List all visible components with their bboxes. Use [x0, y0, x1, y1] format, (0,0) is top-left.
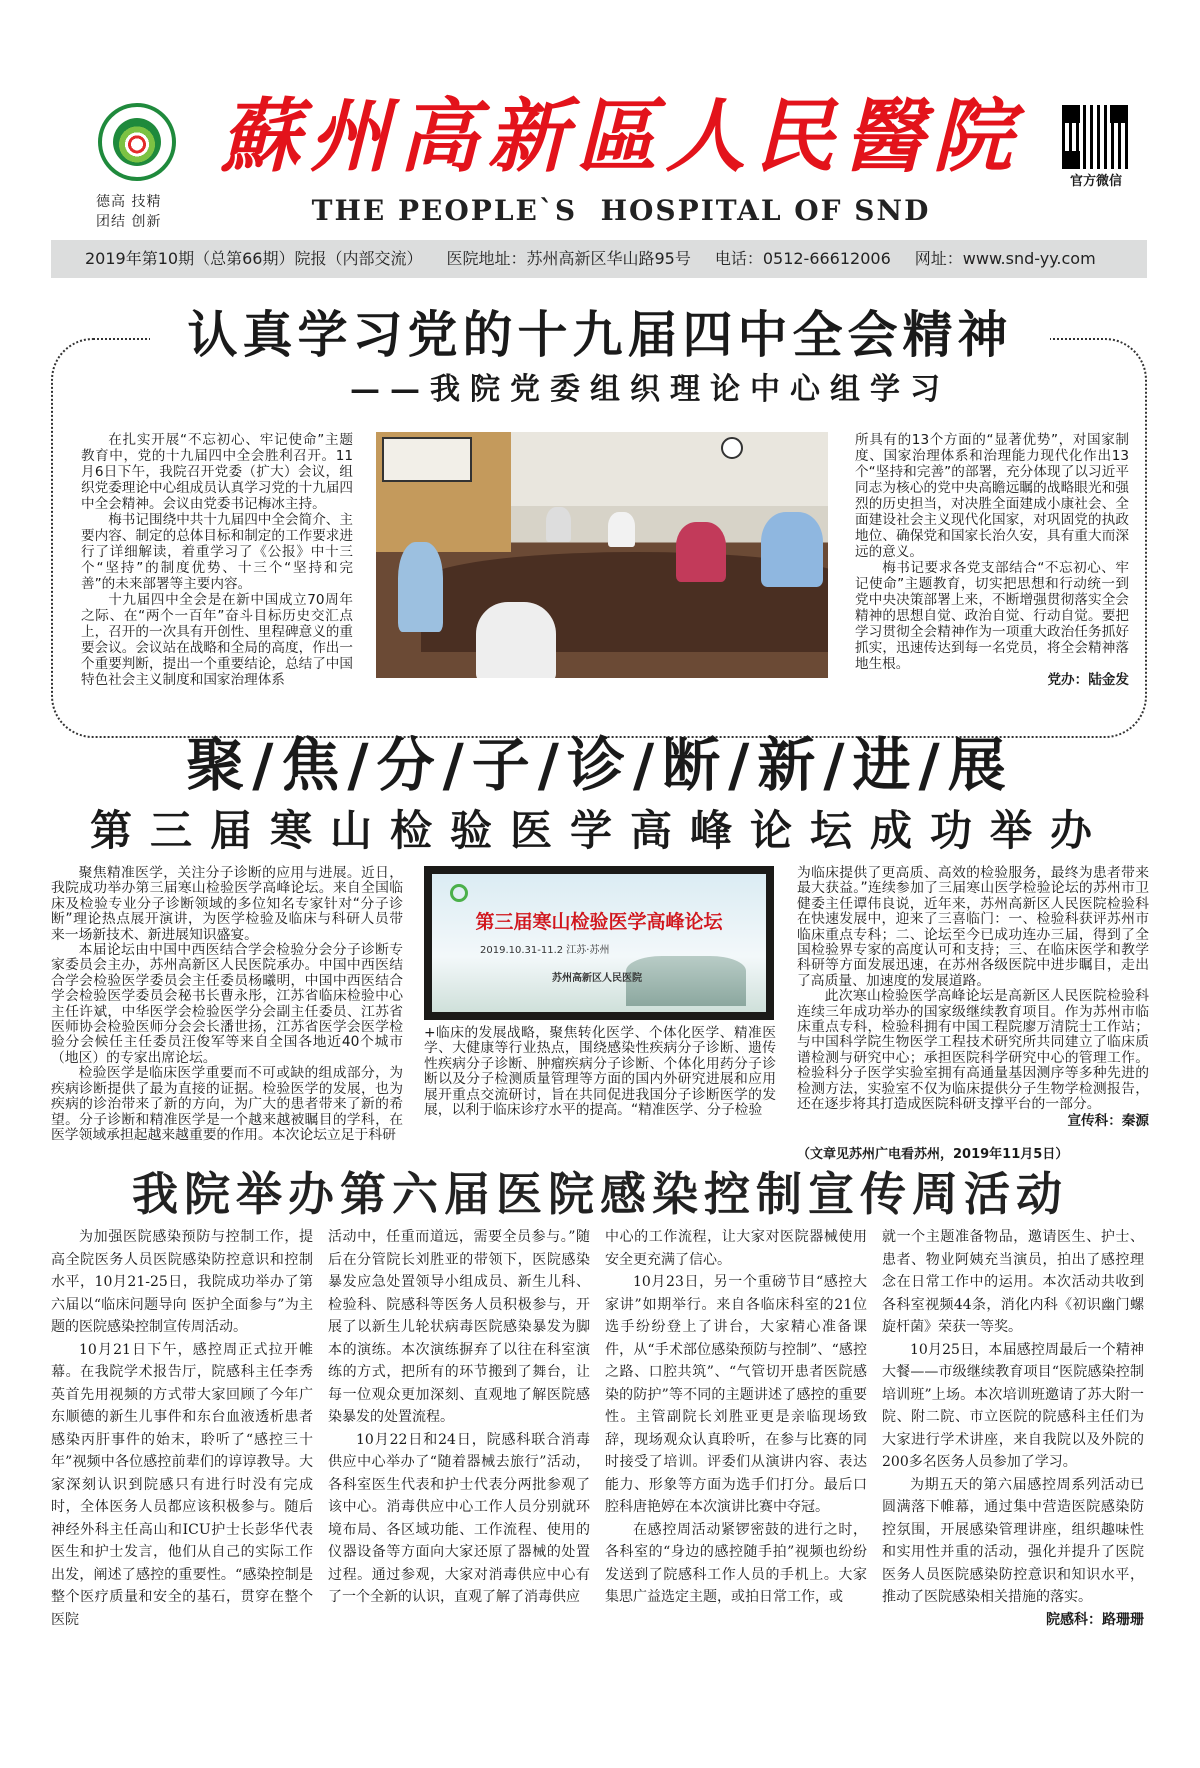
paragraph: +临床的发展战略，聚焦转化医学、个体化医学、精准医学、大健康等行业热点，围绕感染性疾病分子诊断、遗传性疾病分子诊断、肿瘤疾病分子诊断、个体化用药分子诊断以及分子检测质量管理等方面的国内外研究进展和应用展开重点交流研讨，旨在共同促进我国分子诊断医学的发展，以利于临床诊疗水平的提高。“精准医学、分子检验: [424, 1025, 776, 1119]
article-2-subtitle: 第三届寒山检验医学高峰论坛成功举办: [89, 806, 1110, 855]
paragraph: 此次寒山检验医学高峰论坛是高新区人民医院检验科连续三年成功举办的国家级继续教育项目。作为苏州市临床重点专科，检验科拥有中国工程院廖万清院士工作站；与中国科学院生物医学工程技术研究所共同建立了临床质谱检测与研究中心；承担医院科学研究中心的管理工作。检验科分子医学实验室拥有高通量基因测序等多种先进的检测方法，实验室不仅为临床提供分子生物学检测报告，还在逐步将其打造成医院科研支撑平台的一部分。: [797, 988, 1149, 1113]
clock-icon: [721, 437, 743, 459]
paragraph: 梅书记围绕中共十九届四中全会简介、主要内容、制定的总体目标和制定的工作要求进行了详细解读，着重学习了《公报》中十三个“坚持”的制度优势、十三个“坚持和完善”的未来部署等主要内容。: [81, 512, 353, 592]
qr-caption: 官方微信: [1069, 174, 1122, 189]
article-3-column-4-text: [882, 1226, 1144, 1609]
phone-number: 电话：0512-66612006: [714, 249, 891, 268]
forum-slide-photo: [424, 866, 774, 1020]
masthead-title: 蘇州高新區人民醫院: [220, 89, 1022, 183]
paragraph: 聚焦精准医学，关注分子诊断的应用与进展。近日，我院成功举办第三届寒山检验医学高峰论坛。来自全国临床及检验专业分子诊断领域的多位知名专家针对“分子诊断”理论热点展开演讲，为医学检验及临床与科研人员带来一场新技术、新进展知识盛宴。: [51, 865, 403, 943]
slide-date: 2019.10.31-11.2 江苏·苏州: [480, 945, 610, 956]
paragraph: 10月21日下午，感控周正式拉开帷幕。在我院学术报告厅，院感科主任李秀英首先用视频的方式带大家回顾了今年广东顺德的新生儿事件和东台血液透析患者感染丙肝事件的始末，聆听了“感控三十年”视频中各位感控前辈们的谆谆教导。大家深刻认识到院感只有进行时没有完成时，全体医务人员都应该积极参与。随后神经外科主任高山和ICU护士长彭华代表医生和护士发言，他们从自己的实际工作出发，阐述了感控的重要性。“感染控制是整个医疗质量和安全的基石，贯穿在整个医院: [51, 1341, 313, 1628]
article-2-middle-column: [424, 1026, 776, 1118]
article-3-column-3: [605, 1226, 867, 1609]
paragraph: 检验医学是临床医学重要而不可或缺的组成部分，为疾病诊断提供了最为直接的证据。检验医学的发展，也为疾病的诊治带来了新的方向，为广大的患者带来了新的希望。分子诊断和精准医学是一个越来越被瞩目的学科，在医学领域承担起越来越重要的作用。本次论坛立足于科研: [51, 1065, 403, 1143]
hospital-address: 医院地址：苏州高新区华山路95号: [446, 249, 691, 268]
article-1-signature: 党办：陆金发: [1047, 672, 1129, 688]
article-3-signature: 院感科：路珊珊: [1046, 1611, 1144, 1628]
article-1-title: 认真学习党的十九届四中全会精神: [150, 303, 1050, 367]
article-2-title: 聚/焦/分/子/诊/断/新/进/展: [186, 731, 1014, 799]
forum-logo-icon: [450, 884, 468, 902]
motto-line: 团结 创新: [96, 214, 162, 230]
website-link[interactable]: 网址：www.snd-yy.com: [914, 249, 1096, 268]
paragraph: 就一个主题准备物品，邀请医生、护士、患者、物业阿姨充当演员，拍出了感控理念在日常工作中的运用。本次活动共收到各科室视频44条，消化内科《初识幽门螺旋杆菌》荣获一等奖。: [882, 1229, 1144, 1335]
paragraph: 10月25日，本届感控周最后一个精神大餐——市级继续教育项目“医院感染控制培训班”上场。本次培训班邀请了苏大附一院、附二院、市立医院的院感科主任们为大家进行学术讲座，来自我院以及外院的200多名医务人员参加了学习。: [882, 1341, 1144, 1470]
slide-host: 苏州高新区人民医院: [552, 973, 642, 984]
slide-title: 第三届寒山检验医学高峰论坛: [475, 911, 723, 933]
motto: [96, 192, 196, 232]
paragraph: 所具有的13个方面的“显著优势”，对国家制度、国家治理体系和治理能力现代化作出13个“坚持和完善”的部署，充分体现了以习近平同志为核心的党中央高瞻远瞩的战略眼光和强烈的历史担当，对决胜全面建成小康社会、全面建设社会主义现代化国家，对巩固党的执政地位、确保党和国家长治久安，具有重大而深远的意义。: [855, 432, 1129, 560]
paragraph: 10月22日和24日，院感科联合消毒供应中心举办了“随着器械去旅行”活动，各科室医生代表和护士代表分两批参观了该中心。消毒供应中心工作人员分别就环境布局、各区域功能、工作流程、使用的仪器设备等方面向大家还原了器械的处置过程。通过参观，大家对消毒供应中心有了一个全新的认识，直观了解了消毒供应: [328, 1431, 590, 1605]
paragraph: 十九届四中全会是在新中国成立70周年之际、在“两个一百年”奋斗目标历史交汇点上，召开的一次具有开创性、里程碑意义的重要会议。会议站在战略和全局的高度，作出一个重要判断，提出一个重要结论，总结了中国特色社会主义制度和国家治理体系: [81, 592, 353, 688]
article-3-column-4: [882, 1226, 1144, 1631]
article-1-right-column: [855, 432, 1129, 688]
motto-line: 德高 技精: [96, 194, 162, 210]
article-2-source: （文章见苏州广电看苏州，2019年11月5日）: [797, 1147, 1069, 1162]
article-1-subtitle: ——我院党委组织理论中心组学习: [350, 372, 950, 407]
paragraph: 为临床提供了更高质、高效的检验服务，最终为患者带来最大获益。”连续参加了三届寒山医学检验论坛的苏州市卫健委主任谭伟良说，近年来，苏州高新区人民医院检验科在快速发展中，迎来了三喜临门：一、检验科获评苏州市临床重点专科；二、论坛至今已成功连办三届，得到了全国检验界专家的高度认可和支持；三、在临床医学和教学科研等方面发展迅速，在苏州各级医院中进步瞩目，走出了高质量、加速度的发展道路。: [797, 865, 1149, 989]
meeting-photo: [376, 432, 828, 678]
paragraph: 中心的工作流程，让大家对医院器械使用安全更充满了信心。: [605, 1229, 867, 1268]
paragraph: 在感控周活动紧锣密鼓的进行之时，各科室的“身边的感控随手拍”视频也纷纷发送到了院感科工作人员的手机上。大家集思广益选定主题，或拍日常工作，或: [605, 1521, 867, 1605]
article-2-signature: 宣传科：秦源: [1067, 1112, 1149, 1129]
english-title: THE PEOPLE`S HOSPITAL OF SND: [311, 194, 931, 227]
article-1-left-column: [81, 432, 353, 688]
issue-info-bar: [51, 240, 1147, 278]
paragraph: 活动中，任重而道远，需要全员参与。”随后在分管院长刘胜亚的带领下，医院感染暴发应急处置领导小组成员、新生儿科、检验科、院感科等医务人员积极参与，开展了以新生儿轮状病毒医院感染暴发为脚本的演练。本次演练摒弃了以往在科室演练的方式，把所有的环节搬到了舞台，让每一位观众更加深刻、直观地了解医院感染暴发的处置流程。: [328, 1229, 590, 1425]
logo-emblem-icon: [113, 118, 161, 166]
paragraph: 在扎实开展“不忘初心、牢记使命”主题教育中，党的十九届四中全会胜利召开。11月6日下午，我院召开党委（扩大）会议，组织党委理论中心组成员认真学习党的十九届四中全会精神。会议由党委书记梅冰主持。: [81, 432, 353, 512]
paragraph: 为期五天的第六届感控周系列活动已圆满落下帷幕，通过集中营造医院感染防控氛围，开展感染管理讲座，组织趣味性和实用性并重的活动，强化并提升了医院医务人员医院感染防控意识和知识水平，推动了医院感染相关措施的落实。: [882, 1476, 1144, 1605]
issue-number: 2019年第10期（总第66期）院报（内部交流）: [85, 249, 423, 268]
paragraph: 梅书记要求各党支部结合“不忘初心、牢记使命”主题教育，切实把思想和行动统一到党中央决策部署上来，不断增强贯彻落实全会精神的思想自觉、政治自觉、行动自觉。要把学习贯彻全会精神作为一项重大政治任务抓好抓实，迅速传达到每一名党员，将全会精神落地生根。: [855, 560, 1129, 672]
paragraph: 本届论坛由中国中西医结合学会检验分会分子诊断专家委员会主办，苏州高新区人民医院承办。中国中西医结合学会检验医学委员会主任委员杨曦明，中国中西医结合学会检验医学委员会秘书长曹永彤，江苏省临床检验中心主任许斌，中华医学会检验医学分会副主任委员、江苏省医师协会检验医师分会会长潘世扬，江苏省医学会医学检验分会候任主任委员汪俊军等来自全国各地近40个城市（地区）的专家出席论坛。: [51, 942, 403, 1066]
article-2-right-column: [797, 866, 1149, 1129]
article-3-column-1: [51, 1226, 313, 1631]
qr-code-icon[interactable]: [1062, 105, 1128, 169]
paragraph: 为加强医院感染预防与控制工作，提高全院医务人员医院感染防控意识和控制水平，10月21-25日，我院成功举办了第六届以“临床问题导向 医护全面参与”为主题的医院感染控制宣传周活动。: [51, 1229, 313, 1335]
article-3-column-2: [328, 1226, 590, 1609]
article-2-left-column: [51, 866, 403, 1143]
article-1-right-text: [855, 432, 1129, 672]
hospital-logo: [98, 103, 176, 181]
article-2-right-text: [797, 866, 1149, 1113]
paragraph: 10月23日，另一个重磅节目“感控大家讲”如期举行。来自各临床科室的21位选手纷纷登上了讲台，大家精心准备课件，从“手术部位感染预防与控制”、“感控之路、口腔共筑”、“气管切开患者医院感染的防护”等不同的主题讲述了感控的重要性。主管副院长刘胜亚更是亲临现场致辞，现场观众认真聆听，在参与比赛的同时接受了培训。评委们从演讲内容、表达能力、形象等方面为选手们打分。最后口腔科唐艳婷在本次演讲比赛中夺冠。: [605, 1274, 867, 1515]
article-3-title: 我院举办第六届医院感染控制宣传周活动: [132, 1167, 1068, 1221]
